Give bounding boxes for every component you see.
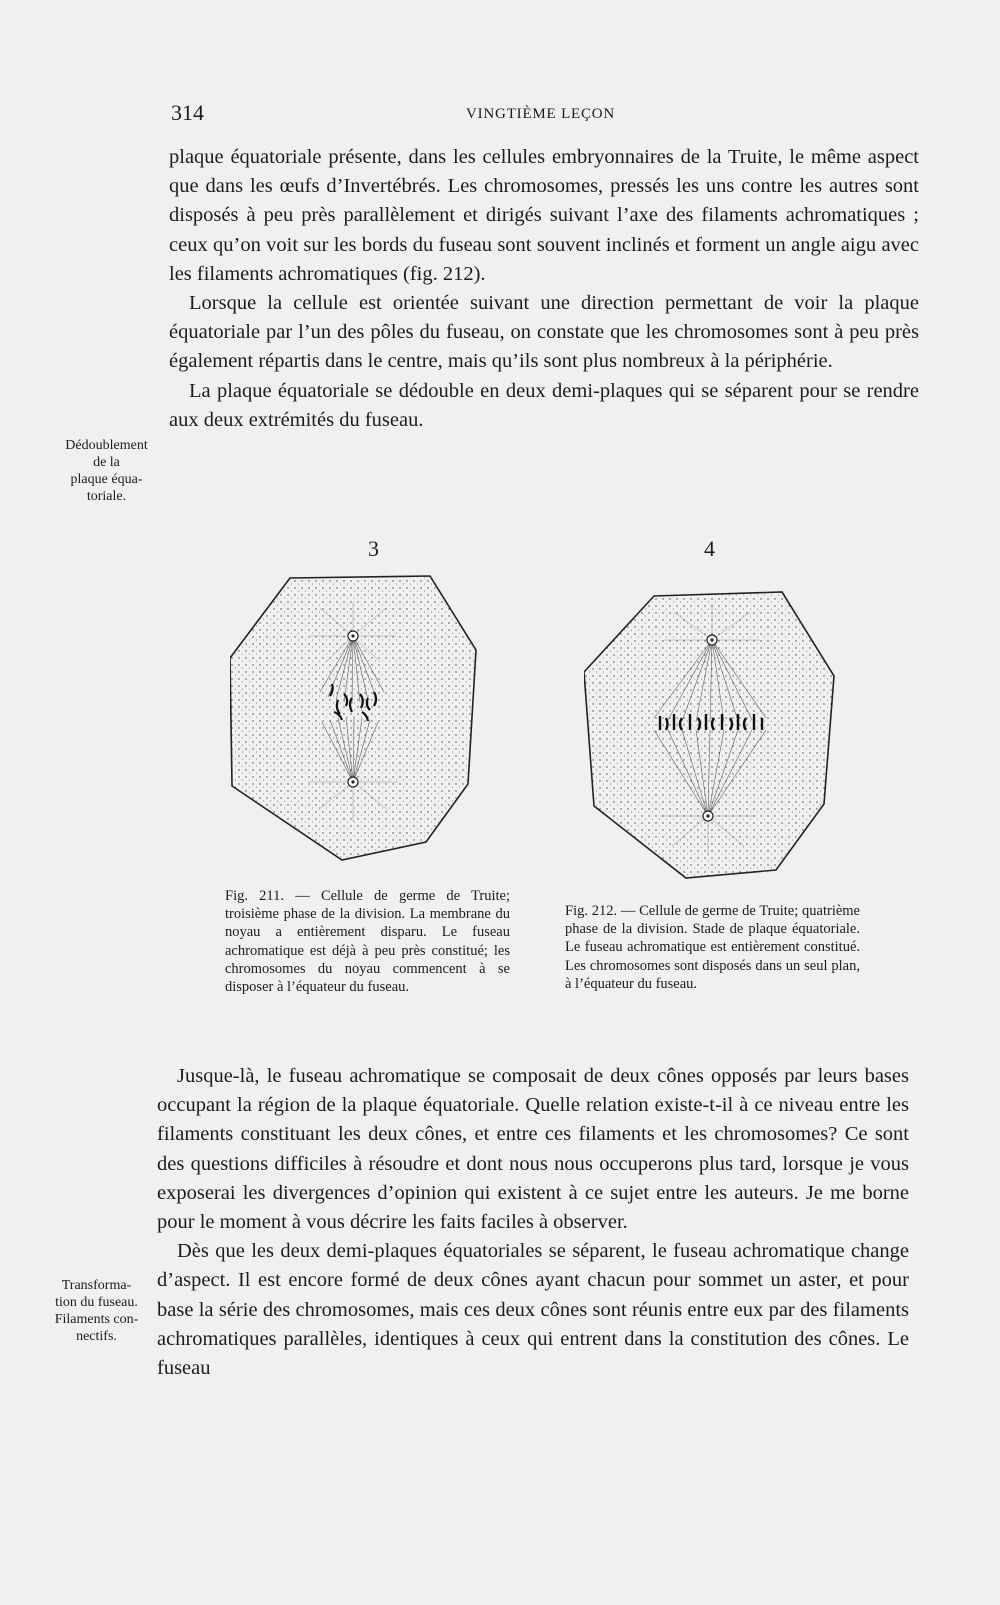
cell-illustration-right <box>584 590 854 880</box>
figure-number-left: 3 <box>368 536 379 561</box>
paragraph-2: Lorsque la cellule est orientée suivant une direction permettant de voir la plaque équatoriale par l’un des pôles du fuseau, on constate que les chromosomes sont à peu près également répartis dans le centre, mais qu’ils sont plus nombreux à la périphérie. <box>169 292 919 373</box>
figure-caption-212: Fig. 212. — Cellule de germe de Truite; quatrième phase de la division. Stade de plaque équatoriale. Le fuseau achromatique est entièrement constitué. Les chromosomes sont disposés dans un seul plan, à l’équateur du fuseau. <box>565 903 860 992</box>
figure-caption-211: Fig. 211. — Cellule de germe de Truite; troisième phase de la division. La membrane du noyau a entièrement disparu. Le fuseau achromatique est déjà à peu près constitué; les chromosomes du noyau commencent à se disposer à l’équateur du fuseau. <box>225 888 510 996</box>
paragraph-1: plaque équatoriale présente, dans les cellules embryonnaires de la Truite, le même aspect que dans les œufs d’Invertébrés. Les chromosomes, pressés les uns contre les autres sont disposés à peu près parallèlement et dirigés suivant l’axe des filaments achromatiques ; ceux qu’on voit sur les bords du fuseau sont souvent inclinés et forment un angle aigu avec les filaments achromatiques (fig. 212). <box>169 146 919 285</box>
sidenote-dedoublement: Dédoublement de la plaque équa- toriale. <box>65 438 148 504</box>
text-block-top <box>169 143 919 435</box>
running-title: VINGTIÈME LEÇON <box>466 106 616 122</box>
sidenote-transformation: Transforma- tion du fuseau. Filaments con- nectifs. <box>54 1278 139 1344</box>
text-block-bottom <box>157 1062 909 1383</box>
cell-illustration-left <box>230 572 490 862</box>
paragraph-4: Jusque-là, le fuseau achromatique se composait de deux cônes opposés par leurs bases occupant la région de la plaque équatoriale. Quelle relation existe-t-il à ce niveau entre les filaments constituant les deux cônes, et entre ces filaments et les chromosomes? Ce sont des questions difficiles à résoudre et dont nous nous occuperons plus tard, lorsque je vous exposerai les divergences d’opinion qui existent à ce sujet entre les auteurs. Je me borne pour le moment à vous décrire les faits faciles à observer. <box>157 1065 909 1234</box>
page-number: 314 <box>171 100 204 125</box>
paragraph-3: La plaque équatoriale se dédouble en deux demi-plaques qui se séparent pour se rendre aux deux extrémités du fuseau. <box>169 379 919 431</box>
paragraph-5: Dès que les deux demi-plaques équatoriales se séparent, le fuseau achromatique change d’aspect. Il est encore formé de deux cônes ayant chacun pour sommet un aster, et pour base la série des chromosomes, mais ces deux cônes sont réunis entre eux par des filaments achromatiques parallèles, identiques à ceux qui entrent dans la constitution des cônes. Le fuseau <box>157 1240 909 1380</box>
figure-number-right: 4 <box>704 536 715 561</box>
